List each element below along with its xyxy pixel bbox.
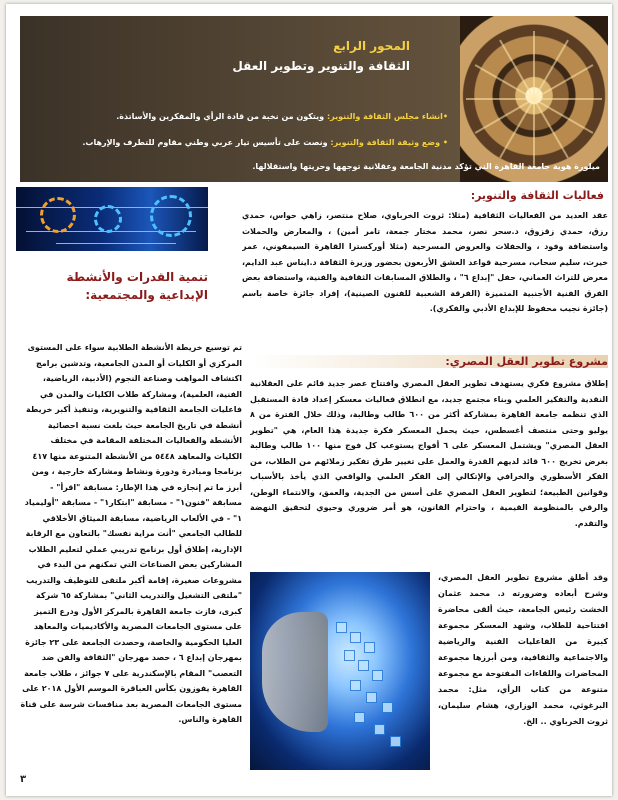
activities-heading: فعاليات الثقافة والتنوير: — [470, 189, 604, 202]
banner-title: المحور الرابع — [333, 39, 410, 53]
banner-line-document-label: • وضع وثيقة الثقافة والتنوير: — [330, 138, 448, 147]
activities-paragraph: عقد العديد من الفعاليات الثقافية (مثلا: ثروت الخرباوي، صلاح منتصر، زاهي حواس، حمدي رزق، حمدي زقزوق، د.سحر نصر، محمد مختار جمعة، تامر أمين) ، والمعارض والحملات واستضافة وفود ، والحفلات والعروض المسرحية (مثلا أوركسترا القاهرة السيمفوني، عمر خيرت، سليم سحاب، مسرحية قواعد العشق الأربعون بحضور وزيرة الثقافة د.ايناس عبد الدايم، معرض للتراث العماني، حفل "إبداع ٦" ، والطلاق المسابقات الثقافية والفنية، واستضافة بعض الفرق الفنية الأجنبية المتميزة (الفرقة الشعبية للفنون الصينية)، إفراد جائزة خاصة باسم (جائزة نجيب محفوظ للإبداع الأدبي والفكري). — [242, 211, 608, 313]
gear-icon — [94, 205, 122, 233]
page-number: ٣ — [20, 774, 27, 785]
head-silhouette — [262, 612, 328, 732]
banner-line-document-text: ونصت على تأسيس تيار عربي وطني مقاوم للتطرف والإرهاب. — [82, 138, 331, 147]
banner-line-council-label: •انشاء مجلس الثقافة والتنوير: — [326, 112, 448, 121]
banner — [20, 16, 608, 182]
gear-icon — [40, 197, 76, 233]
gear-icon — [150, 195, 192, 237]
circuit-gears-image — [16, 187, 208, 251]
project-launch-paragraph: وقد أطلق مشروع تطوير العقل المصري، وشرح أبعاده وضرورته د. محمد عثمان الخشت رئيس الجامعة، حيث ألقى محاضرة افتتاحية للطلاب، وشهد المعسكر مجموعة كبيرة من الفاعليات الفنية والرياضية والاجتماعية والثقافية، ومن أبرزها مجموعة المحاضرات واللقاءات المفتوحة مع مجموعة متنوعة من كتاب الرأي، مثل: محمد البرغوثي، محمد الوزاري، هشام سليمان، ثروت الخرباوي .. الخ. — [438, 573, 608, 726]
abilities-paragraph: تم توسيع خريطة الأنشطة الطلابية سواء على المستوى المركزي أو الكليات أو المدن الجامعية، وتدشين برامج اكتشاف المواهب وصناعة النجوم (الأدبية، الرياضية، الفنية، العلمية)، ومشاركة طلاب الكليات والمدن في فاعليات الجامعة الثقافية والتنويرية، وتنفيذ أكبر خريطة أنشطة في تاريخ الجامعة حيث بلغت نسبة احصائية الأنشطة والفعاليات المختلفة المقامة في مختلف الكليات والمعاهد ٥٤٤٨ من الأنشطة المتنوعة منها ٤١٧ برنامجا ومبادرة ودورة ونشاط ومشاركة خارجية ، ومن أبرز ما تم إنجازه في هذا الإطار: مسابقة "اقرأ" - مسابقة "فنون١" - مسابقة "ابتكار١" - مسابقة "أوليمياد ١" - في الألعاب الرياضية، مسابقة الميثاق الأخلاقي للطالب الجامعي "أنت مراية نفسك" بالتعاون مع الرقابة الإدارية، إطلاق أول برنامج تدريبي عملي لتعليم الطلاب المشاركين بعض الصناعات التي تمكنهم من البدء في مشروعات صغيرة، إقامة أكبر ملتقى للتوظيف والتدريب "ملتقى التشغيل والتدريب الثاني" بمشاركة ٦٥ شركة كبرى، فازت جامعة القاهرة بالمركز الأول ودرع التميز على مستوى الجامعات المصرية والأكاديميات والمعاهد العليا الحكومية والخاصة، وحصدت الجامعة على ٢٣ جائزة بمهرجان إبداع ٦ ، حصد مهرجان "الثقافة والفن ضد التعصب" المقام بالإسكندرية على ٧ جوائز ، طلاب جامعة القاهرة يفوزون بكأس العباقرة الموسم الأول ٢٠١٨ على مستوى الجامعات المصرية بعد منافسات شرسة على قناة القاهرة والناس. — [20, 343, 242, 724]
banner-heading — [170, 36, 410, 76]
project-paragraph: إطلاق مشروع فكري يستهدف تطوير العقل المصري وافتتاح عصر جديد قائم على العقلانية النقدية والتفكير العلمي وبناء مجتمع جديد، مع انطلاق فعاليات معسكر إعداد قادة المستقبل الذي تنظمه جامعة القاهرة بمشاركة أكثر من ٦٠٠ طالب وطالبة، وذلك خلال الفترة من ٨ يوليو وحتى منتصف أغسطس، حيث يحمل المعسكر فكرة جديدة هذا العام، هي "تطوير العقل المصري" ويشتمل المعسكر على ٦ أفواج يستوعب كل فوج منها ١٠٠ طالب وطالبة بغرض تخريج ٦٠٠ قائد لديهم القدرة والعمل على تغيير طرق تفكير زملائهم من الطلاب، من الفكر الأسطوري والخرافي والإتكالي إلى الفكر العلمي والواقعي الذي يأخذ بالأسباب وقوانين الطبيعة؛ لتطوير العقل المصري على أسس من الجدية، والعمق، والانتماء الوطن، والرقي بالمنظومة القيمية ، واحترام القانون، هو أمر ضروري وحيوي لتحقيق النهضة والتقدم. — [250, 379, 608, 528]
banner-line-document — [82, 138, 448, 147]
digital-brain-image — [250, 572, 430, 770]
magazine-page — [6, 4, 612, 796]
banner-line-council-text: ويتكون من نخبة من قادة الرأي والمفكرين والأساتذة. — [116, 112, 327, 121]
banner-line-identity: ميلورة هوية جامعة القاهرة التي تؤكد مدنية الجامعة وعقلانية توجهها وحريتها واستقلالها. — [252, 162, 600, 171]
project-heading: مشروع تطوير العقل المصري: — [252, 355, 608, 368]
abilities-heading: تنمية القدرات والأنشطة الإبداعية والمجتمعية: — [66, 270, 208, 302]
banner-line-council — [116, 112, 448, 121]
dome-ceiling-image — [460, 16, 608, 182]
banner-subtitle: الثقافة والتنوير وتطوير العقل — [232, 59, 410, 73]
